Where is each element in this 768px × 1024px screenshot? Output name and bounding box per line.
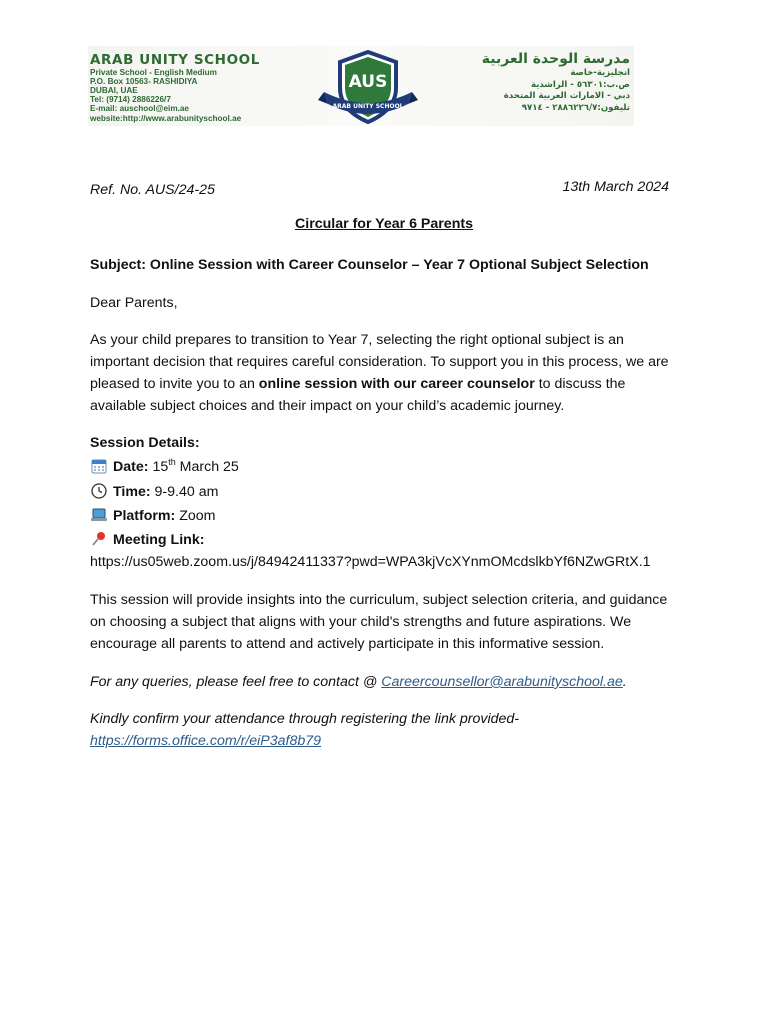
intro-text-end: to discuss the available subject choices and their impact on your child’s academic journey. <box>90 376 626 414</box>
greeting: Dear Parents, <box>90 295 178 311</box>
time-value: 9-9.40 am <box>150 484 219 500</box>
date-label: Date: <box>113 459 149 475</box>
platform-label: Platform: <box>113 508 176 524</box>
meeting-url[interactable]: https://us05web.zoom.us/j/84942411337?pwd=WPA3kjVcXYnmOMcdslkbYf6NZwGRtX.1 <box>90 554 651 570</box>
lh-en-line: Tel: (9714) 2886226/7 <box>90 95 171 105</box>
logo-ribbon-text: ARAB UNITY SCHOOL <box>332 103 404 110</box>
confirm-text: Kindly confirm your attendance through registering the link provided- <box>90 711 520 727</box>
lh-ar-line: ص.ب:٥٦٣٠١ - الراشدية <box>530 79 630 90</box>
date-suffix: th <box>168 457 176 467</box>
calendar-icon <box>90 458 108 474</box>
meeting-label: Meeting Link: <box>113 532 205 548</box>
school-name-en: ARAB UNITY SCHOOL <box>90 52 260 68</box>
intro-paragraph <box>90 329 678 417</box>
queries-end: . <box>622 674 627 690</box>
registration-form-link[interactable]: https://forms.office.com/r/eiP3af8b79 <box>90 733 322 749</box>
clock-icon <box>90 483 108 499</box>
time-label: Time: <box>113 484 151 500</box>
session-details-heading: Session Details: <box>90 435 200 451</box>
counsellor-email-link[interactable]: Careercounsellor@arabunityschool.ae <box>381 674 623 690</box>
meeting-link-row <box>90 529 204 551</box>
lh-ar-line: دبي - الامارات العربية المتحدة <box>503 91 630 102</box>
letterhead-arabic <box>482 52 630 112</box>
school-name-ar: مدرسة الوحدة العربية <box>481 51 630 67</box>
intro-text: As your child prepares to transition to Year 7, selecting the right optional subject is an important decision that requires careful consideration. To support you in this process, we are pleased to invite you to an <box>90 332 669 392</box>
confirm-line <box>90 708 678 752</box>
reference-number: Ref. No. AUS/24-25 <box>90 182 215 198</box>
pushpin-icon <box>90 531 108 547</box>
lh-en-line: P.O. Box 10563- RASHIDIYA <box>90 76 198 86</box>
circular-title: Circular for Year 6 Parents <box>295 216 473 232</box>
letter-date: 13th March 2024 <box>562 179 669 195</box>
letterhead-english <box>90 54 260 123</box>
date-rest: March 25 <box>175 459 239 475</box>
session-date <box>90 456 239 478</box>
queries-text: For any queries, please feel free to contact @ <box>90 674 382 690</box>
lh-en-line: Private School - English Medium <box>90 67 217 77</box>
logo-text: AUS <box>348 72 388 92</box>
letterhead <box>88 46 634 126</box>
school-logo <box>318 48 418 126</box>
date-day: 15 <box>152 459 169 475</box>
lh-en-line: E-mail: auschool@eim.ae <box>90 104 189 114</box>
lh-en-line: website:http://www.arabunityschool.ae <box>90 113 242 123</box>
lh-en-line: DUBAI, UAE <box>90 85 138 95</box>
lh-ar-line: تليفون:٢٨٨٦٢٢٦/٧ - ٩٧١٤ <box>521 102 630 113</box>
subject-line: Subject: Online Session with Career Counselor – Year 7 Optional Subject Selection <box>90 257 649 273</box>
session-paragraph: This session will provide insights into the curriculum, subject selection criteria, and guidance on choosing a subject that aligns with your child's strengths and future aspirations. We encourage all parents to attend and actively participate in this informative session. <box>90 592 668 652</box>
session-platform <box>90 505 216 527</box>
queries-line <box>90 671 678 693</box>
intro-bold: online session with our career counselor <box>258 376 535 392</box>
platform-value: Zoom <box>175 508 216 524</box>
session-time <box>90 481 218 503</box>
laptop-icon <box>90 507 108 523</box>
lh-ar-line: انجليزية-خاصة <box>570 68 630 78</box>
